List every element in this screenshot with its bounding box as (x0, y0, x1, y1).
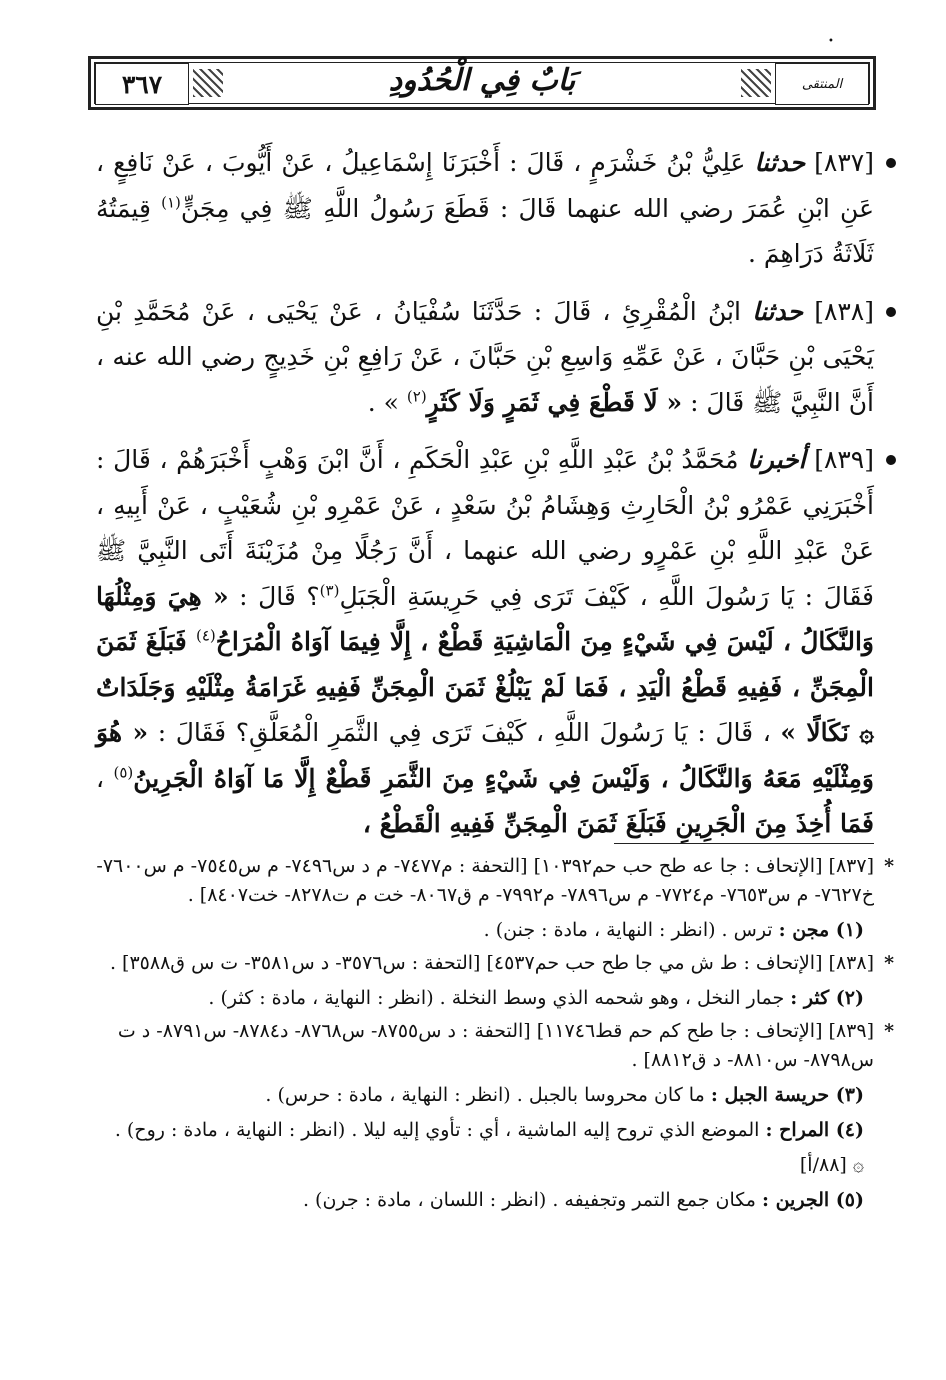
footnotes (96, 852, 894, 1219)
bullet-icon (886, 307, 896, 317)
bullet-icon (886, 455, 896, 465)
source-note: * [٨٣٧] [الإتحاف : جا عه طح حب حم١٠٣٩٢] [التحفة : م٧٤٧٧- م د س٧٤٩٦- م س٧٥٤٥- م س٧٦٠٠- خ٧٦٢٧- م س٧٦٥٣- م٧٧٢٤- م س٧٨٩٦- م٧٩٩٢- م ق٨٠٦٧- خت م ت٨٢٧٨- خت٨٤٠٧] . (96, 852, 874, 910)
hadith-839: [٨٣٩] أخبرنا مُحَمَّدُ بْنُ عَبْدِ اللَّهِ بْنِ عَبْدِ الْحَكَمِ ، أَنَّ ابْنَ وَهْبٍ أَخْبَرَهُمْ ، قَالَ : أَخْبَرَنِي عَمْرُو بْنُ الْحَارِثِ وَهِشَامُ بْنُ سَعْدٍ ، عَنْ عَمْرِو بْنِ شُعَيْبٍ ، عَنْ أَبِيهِ ، عَنْ عَبْدِ اللَّهِ بْنِ عَمْرٍو رضي الله عنهما ، أَنَّ رَجُلًا مِنْ مُزَيْنَةَ أَتَى النَّبِيَّ ﷺ فَقَالَ : يَا رَسُولَ اللَّهِ ، كَيْفَ تَرَى فِي حَرِيسَةِ الْجَبَلِ$^{(٣)}$؟ قَالَ : « هِيَ وَمِثْلُهَا وَالنَّكَالُ ، لَيْسَ فِي شَيْءٍ مِنَ الْمَاشِيَةِ قَطْعٌ ، إِلَّا فِيمَا آوَاهُ الْمُرَاحُ$^{(٤)}$ فَبَلَغَ ثَمَنَ الْمِجَنِّ ، فَفِيهِ قَطْعُ الْيَدِ ، فَمَا لَمْ يَبْلُغْ ثَمَنَ الْمِجَنِّ فَفِيهِ غَرَامَةُ مِثْلَيْهِ وَجَلَدَاتٌ ۞ نَكَالًا » ، قَالَ : يَا رَسُولَ اللَّهِ ، كَيْفَ تَرَى فِي الثَّمَرِ الْمُعَلَّقِ؟ فَقَالَ : « هُوَ وَمِثْلَيْهِ مَعَهُ وَالنَّكَالُ ، وَلَيْسَ فِي شَيْءٍ مِنَ الثَّمَرِ قَطْعٌ إِلَّا مَا آوَاهُ الْجَرِينُ$^{(٥)}$ ، فَمَا أُخِذَ مِنَ الْجَرِينِ فَبَلَغَ ثَمَنَ الْمِجَنِّ فَفِيهِ الْقَطْعُ ، (96, 437, 874, 847)
ornament-right (741, 69, 771, 97)
page-number: ٣٦٧ (95, 63, 189, 105)
footnote-separator (614, 843, 874, 844)
source-note: * [٨٣٨] [الإتحاف : ط ش مي جا طح حب حم٤٥٣٧] [التحفة : س٣٥٧٦- د س٣٥٨١- ت س ق٣٥٨٨] . (96, 949, 874, 978)
corner-mark: • (828, 36, 834, 47)
page-header (88, 56, 876, 110)
manuscript-marker: ۞ [٨٨/أ] (799, 1154, 864, 1176)
footnote: (٤) المراح : الموضع الذي تروح إليه الماشية ، أي : تأوي إليه ليلا . (انظر : النهاية ، مادة : روح) . (114, 1119, 864, 1141)
chapter-title: بَابٌ فِي الْحُدُودِ (388, 63, 576, 98)
footnote: (٥) الجرين : مكان جمع التمر وتجفيفه . (انظر : اللسان ، مادة : جرن) . (302, 1189, 864, 1211)
source-note: * [٨٣٩] [الإتحاف : جا طح كم حم قط١١٧٤٦] [التحفة : د س٨٧٥٥- س٨٧٦٨- د٨٧٨٤- س٨٧٩١- د ت س٨٧٩٨- س٨٨١٠- د ق٨٨١٢] . (96, 1017, 874, 1075)
bullet-icon (886, 158, 896, 168)
asterisk-icon: * (884, 855, 894, 877)
asterisk-icon: * (884, 952, 894, 974)
hadith-838: [٨٣٨] حدثنا ابْنُ الْمُقْرِئِ ، قَالَ : حَدَّثَنَا سُفْيَانُ ، عَنْ يَحْيَى ، عَنْ مُحَمَّدِ بْنِ يَحْيَى بْنِ حَبَّانَ ، عَنْ عَمِّهِ وَاسِعِ بْنِ حَبَّانَ ، عَنْ رَافِعِ بْنِ خَدِيجٍ رضي الله عنه ، أَنَّ النَّبِيَّ ﷺ قَالَ : « لَا قَطْعَ فِي ثَمَرٍ وَلَا كَثَرٍ$^{(٢)}$ » . (96, 289, 874, 426)
book-logo: المنتقى (775, 63, 869, 105)
footnote: (٣) حريسة الجبل : ما كان محروسا بالجبل . (انظر : النهاية ، مادة : حرس) . (265, 1084, 864, 1106)
hadith-837: [٨٣٧] حدثنا عَلِيُّ بْنُ خَشْرَمٍ ، قَالَ : أَخْبَرَنَا إِسْمَاعِيلُ ، عَنْ أَيُّوبَ ، عَنْ نَافِعٍ ، عَنِ ابْنِ عُمَرَ رضي الله عنهما قَالَ : قَطَعَ رَسُولُ اللَّهِ ﷺ فِي مِجَنٍّ$^{(١)}$ قِيمَتُهُ ثَلَاثَةُ دَرَاهِمَ . (96, 140, 874, 277)
footnote: (٢) كثر : جمار النخل ، وهو شحمه الذي وسط النخلة . (انظر : النهاية ، مادة : كثر) . (208, 987, 864, 1009)
main-text (96, 140, 874, 859)
footnote: (١) مجن : ترس . (انظر : النهاية ، مادة : جنن) . (483, 919, 864, 941)
asterisk-icon: * (884, 1020, 894, 1042)
